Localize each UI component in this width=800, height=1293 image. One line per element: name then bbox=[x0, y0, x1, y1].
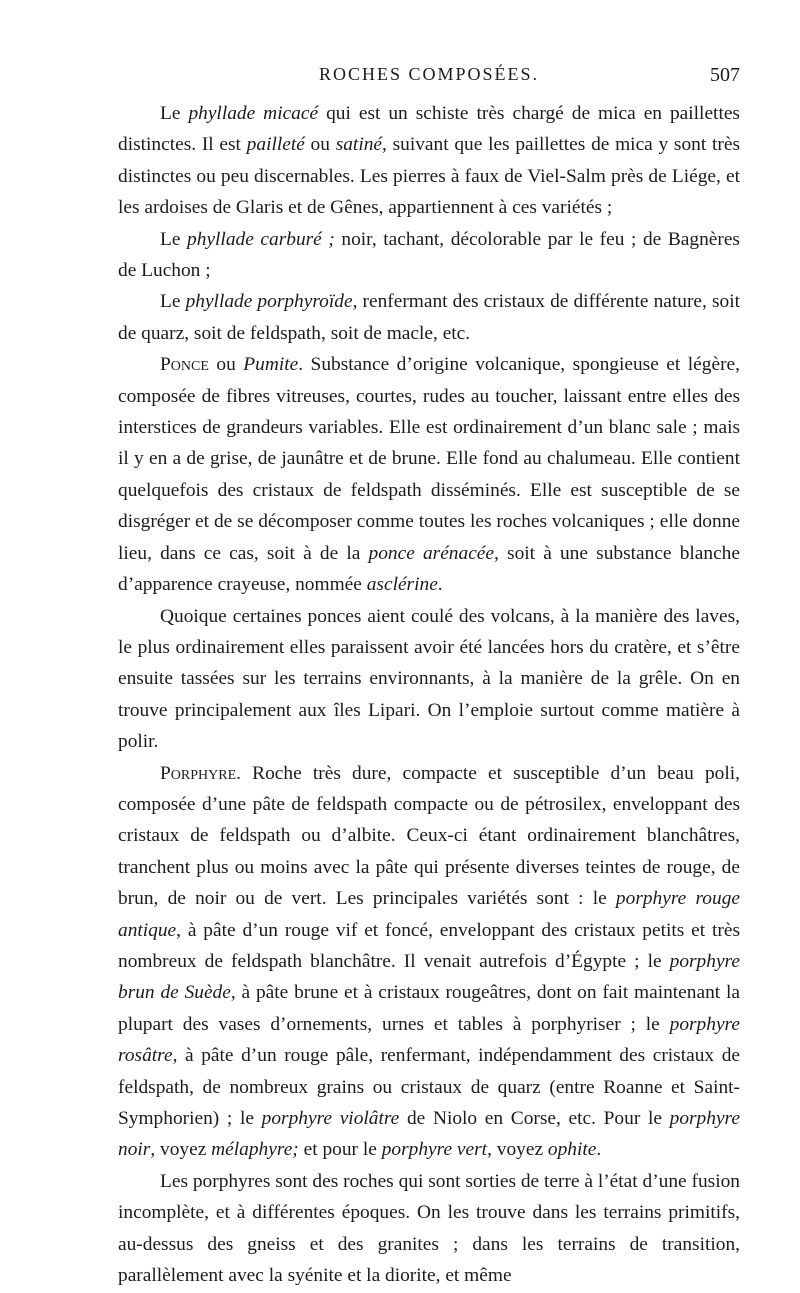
text-run: . bbox=[596, 1139, 602, 1161]
paragraph bbox=[118, 758, 740, 1166]
italic-term: porphyre noir bbox=[118, 1108, 740, 1161]
text-run: , suivant que les paillettes de mica y sont très distinctes ou peu discernables. Les pierres à faux de Viel-Salm près de Liége, et les ardoises de Glaris et de Gênes, appartiennent à ces variétés ; bbox=[118, 134, 740, 219]
italic-term: ophite bbox=[547, 1139, 597, 1161]
paragraph bbox=[118, 98, 740, 224]
text-run: . Substance d’origine volcanique, spongieuse et légère, composée de fibres vitreuses, courtes, rudes au toucher, laissant entre elles des interstices de grandeurs variables. Elle est ordinairement d’un blanc sale ; mais il y en a de grise, de jaunâtre et de brune. Elle fond au chalumeau. Elle contient quelquefois des cristaux de feldspath disséminés. Elle est susceptible de se disgréger et de se décomposer comme toutes les roches volcaniques ; elle donne lieu, dans ce cas, soit à de la bbox=[118, 354, 740, 564]
text-run: qui est un schiste très chargé de mica en paillettes distinctes. Il est bbox=[118, 103, 740, 156]
text-run: , à pâte d’un rouge pâle, renfermant, indépendamment des cristaux de feldspath, de nombreux grains ou cristaux de quarz (entre Roanne et Saint-Symphorien) ; le bbox=[118, 1045, 740, 1129]
italic-term: satiné bbox=[335, 134, 383, 156]
text-run: , renfermant des cristaux de différente nature, soit de quarz, soit de feldspath, soit de macle, etc. bbox=[118, 291, 740, 344]
paragraph bbox=[118, 224, 740, 287]
text-run: , à pâte d’un rouge vif et foncé, enveloppant des cristaux petits et très nombreux de feldspath blanchâtre. Il venait autrefois d’Égypte ; le bbox=[118, 919, 740, 972]
italic-term: ponce arénacée bbox=[368, 542, 495, 564]
text-run: ou bbox=[304, 134, 336, 156]
entry-heading: Ponce bbox=[160, 354, 209, 376]
text-run: noir, tachant, décolorable par le feu ; de Bagnères de Luchon ; bbox=[118, 228, 740, 282]
italic-term: asclérine bbox=[366, 574, 438, 596]
text-run: , soit à une substance blanche d’apparence crayeuse, nommée bbox=[118, 542, 740, 596]
text-run: ou bbox=[208, 354, 244, 376]
paragraph bbox=[118, 601, 740, 758]
paragraph bbox=[118, 286, 740, 349]
italic-term: mélaphyre; bbox=[211, 1139, 299, 1161]
italic-term: porphyre rouge antique bbox=[118, 888, 740, 941]
text-run: Les porphyres sont des roches qui sont sorties de terre à l’état d’une fusion incomplète, et à différentes époques. On les trouve dans les terrains primitifs, au-dessus des gneiss et des granites ; dans les terrains de transition, parallèlement avec la syénite et la diorite, et même bbox=[118, 1170, 740, 1287]
text-run: de Niolo en Corse, etc. Pour le bbox=[399, 1108, 670, 1129]
italic-term: porphyre violâtre bbox=[261, 1108, 400, 1129]
text-run: Le bbox=[160, 103, 189, 124]
text-run: Quoique certaines ponces aient coulé des volcans, à la manière des laves, le plus ordinairement elles paraissent avoir été lancées hors du cratère, et s’être ensuite tassées sur les terrains environnants, à la manière de la grêle. On en trouve principalement aux îles Lipari. On l’emploie surtout comme matière à polir. bbox=[118, 605, 740, 753]
paragraph bbox=[118, 349, 740, 600]
entry-heading: Porphyre bbox=[160, 762, 237, 784]
text-run: et pour le bbox=[298, 1139, 382, 1161]
text-run: . bbox=[437, 574, 443, 596]
paragraph bbox=[118, 1166, 740, 1292]
body-text bbox=[118, 98, 740, 1291]
text-run: Le bbox=[160, 291, 186, 313]
italic-term: phyllade carburé ; bbox=[187, 228, 335, 250]
italic-term: porphyre brun de Suède bbox=[118, 950, 740, 1004]
italic-term: pailleté bbox=[246, 134, 305, 156]
page-header bbox=[118, 64, 740, 94]
text-run: , à pâte brune et à cristaux rougeâtres, dont on fait maintenant la plupart des vases d’ornements, urnes et tables à porphyriser ; le bbox=[118, 982, 740, 1035]
text-run: , voyez bbox=[150, 1139, 212, 1161]
text-run: Le bbox=[160, 228, 188, 250]
running-title: ROCHES COMPOSÉES. bbox=[318, 64, 540, 84]
italic-term: phyllade porphyroïde bbox=[185, 291, 353, 313]
italic-term: porphyre rosâtre bbox=[118, 1013, 740, 1067]
text-run: . Roche très dure, compacte et susceptible d’un beau poli, composée d’une pâte de feldspath compacte ou de pétrosilex, enveloppant des cristaux de feldspath ou d’albite. Ceux-ci étant ordinairement blanchâtres, tranchent plus ou moins avec la pâte qui présente diverses teintes de rouge, de brun, de noir ou de vert. Les principales variétés sont : le bbox=[118, 762, 740, 910]
italic-term: porphyre vert bbox=[381, 1139, 488, 1161]
page-number: 507 bbox=[710, 64, 740, 86]
text-run: , voyez bbox=[487, 1139, 548, 1161]
italic-term: Pumite bbox=[243, 354, 299, 376]
italic-term: phyllade micacé bbox=[188, 103, 319, 124]
